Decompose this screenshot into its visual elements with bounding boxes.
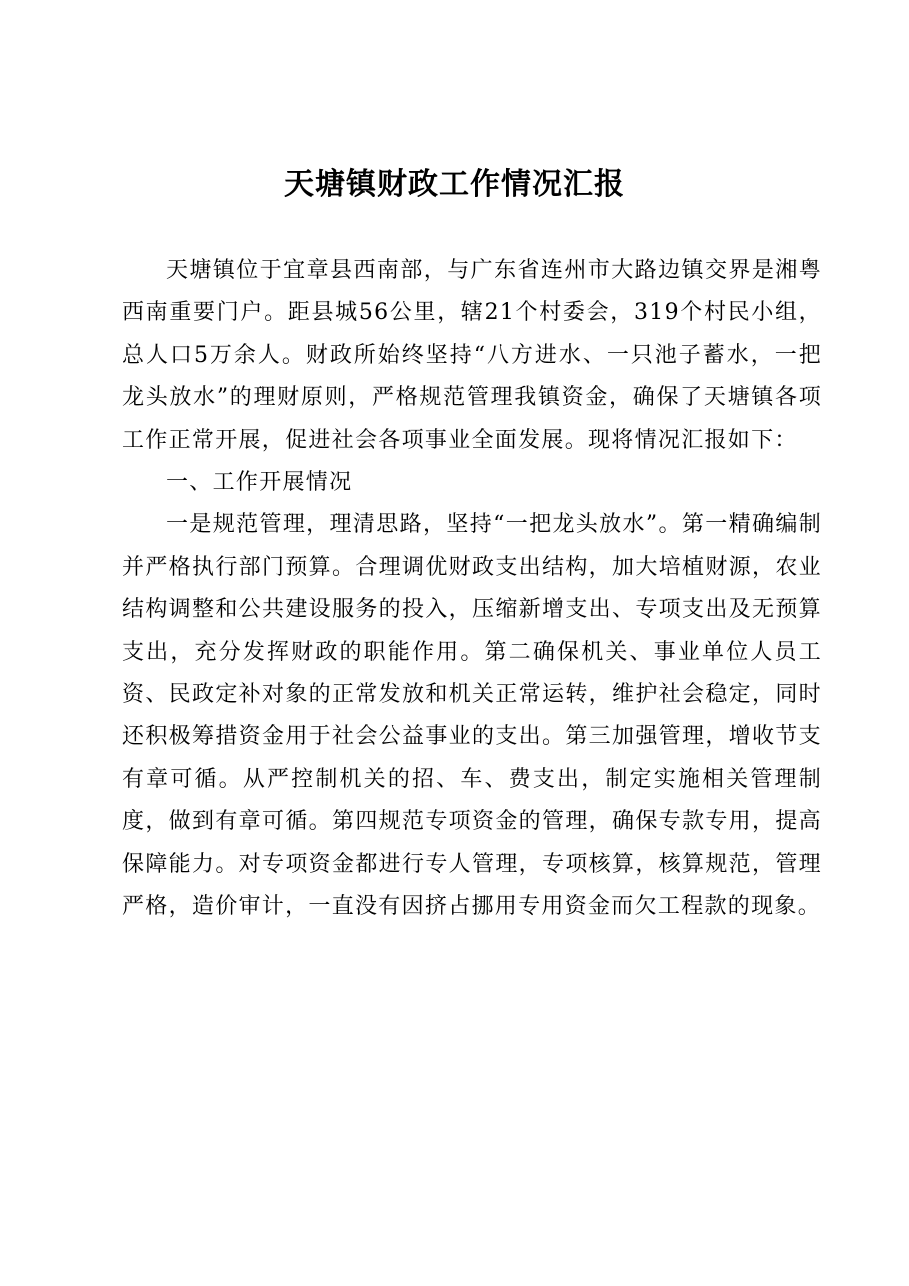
- paragraph-intro: 天塘镇位于宜章县西南部，与广东省连州市大路边镇交界是湘粤西南重要门户。距县城56公里，辖21个村委会，319个村民小组，总人口5万余人。财政所始终坚持“八方进水、一只池子蓄水，一把龙头放水”的理财原则，严格规范管理我镇资金，确保了天塘镇各项工作正常开展，促进社会各项事业全面发展。现将情况汇报如下：: [122, 258, 822, 453]
- section-heading-work-status: 一、工作开展情况: [166, 470, 353, 496]
- document-title: 天塘镇财政工作情况汇报: [284, 167, 625, 202]
- document-body: [122, 250, 822, 929]
- paragraph-management: 一是规范管理，理清思路，坚持“一把龙头放水”。第一精确编制并严格执行部门预算。合理调优财政支出结构，加大培植财源，农业结构调整和公共建设服务的投入，压缩新增支出、专项支出及无预算支出，充分发挥财政的职能作用。第二确保机关、事业单位人员工资、民政定补对象的正常发放和机关正常运转，维护社会稳定，同时还积极筹措资金用于社会公益事业的支出。第三加强管理，增收节支有章可循。从严控制机关的招、车、费支出，制定实施相关管理制度，做到有章可循。第四规范专项资金的管理，确保专款专用，提高保障能力。对专项资金都进行专人管理，专项核算，核算规范，管理严格，造价审计，一直没有因挤占挪用专用资金而欠工程款的现象。: [122, 512, 822, 920]
